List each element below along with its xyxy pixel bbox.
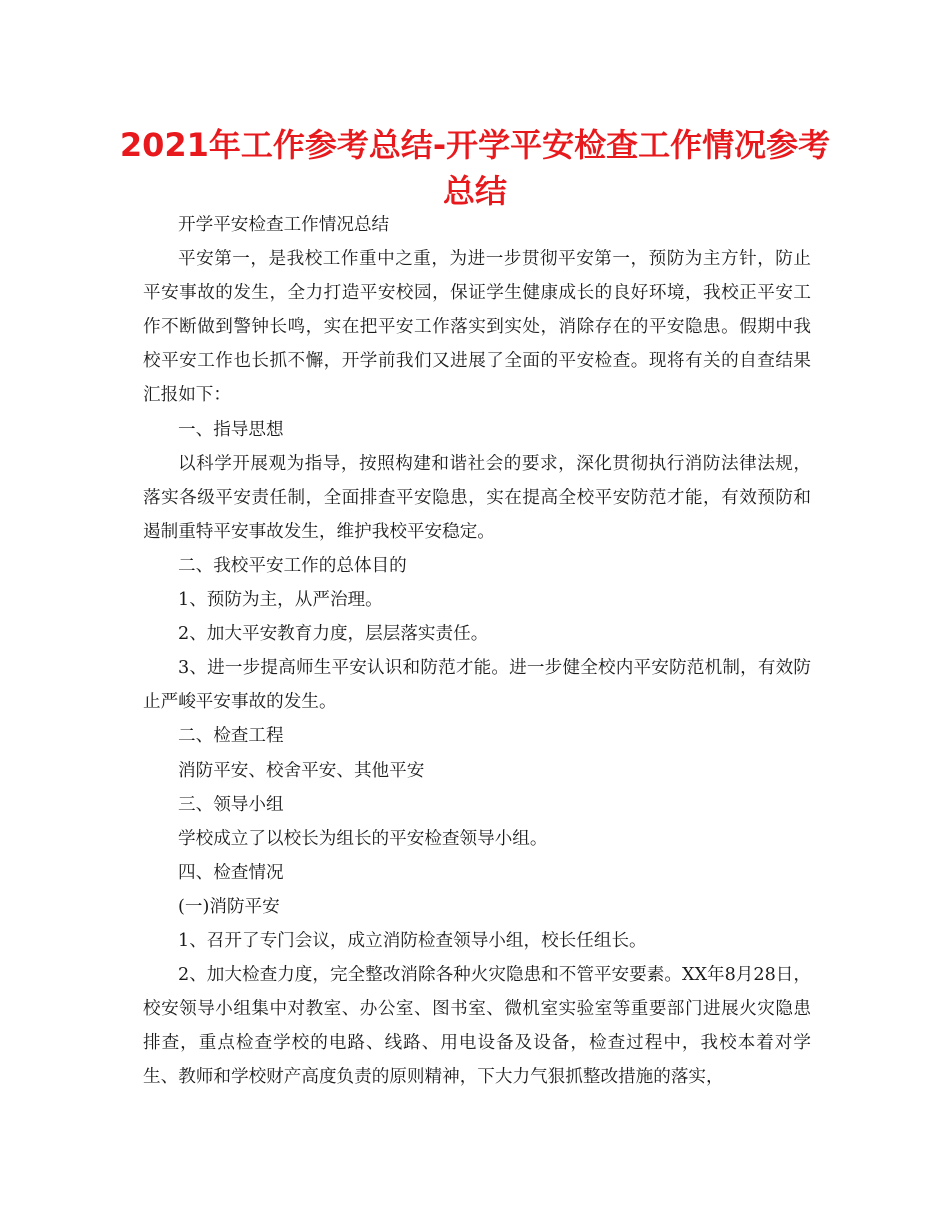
list-item-fire-2: 2、加大检查力度，完全整改消除各种火灾隐患和不管平安要素。XX年8月28日，校安领导小组集中对教室、办公室、图书室、微机室实验室等重要部门进展火灾隐患排查，重点检查学校的电路、线路、用电设备及设备，检查过程中，我校本着对学生、教师和学校财产高度负责的原则精神，下大力气狠抓整改措施的落实， [143, 965, 811, 1088]
heading-overall-goal: 二、我校平安工作的总体目的 [178, 555, 407, 576]
heading-leadership-group: 三、领导小组 [178, 794, 284, 815]
list-item-goal-3: 3、进一步提高师生平安认识和防范才能。进一步健全校内平安防范机制，有效防止严峻平安事故的发生。 [143, 658, 811, 713]
paragraph-subtitle: 开学平安检查工作情况总结 [178, 215, 390, 235]
document-body [143, 208, 811, 1094]
heading-inspection-items: 二、检查工程 [178, 726, 284, 747]
paragraph-leadership-group: 学校成立了以校长为组长的平安检查领导小组。 [178, 828, 548, 849]
list-item-goal-1: 1、预防为主，从严治理。 [178, 590, 383, 611]
paragraph-inspection-items: 消防平安、校舍平安、其他平安 [178, 760, 425, 781]
paragraph-intro: 平安第一，是我校工作重中之重，为进一步贯彻平安第一，预防为主方针，防止平安事故的发生，全力打造平安校园，保证学生健康成长的良好环境，我校正平安工作不断做到警钟长鸣，实在把平安工作落实到实处，消除存在的平安隐患。假期中我校平安工作也长抓不懈，开学前我们又进展了全面的平安检查。现将有关的自查结果汇报如下： [143, 249, 811, 406]
document-title: 2021年工作参考总结-开学平安检查工作情况参考总结 [119, 126, 831, 210]
heading-guiding-thought: 一、指导思想 [178, 419, 284, 440]
heading-inspection-status: 四、检查情况 [178, 862, 284, 883]
list-item-fire-1: 1、召开了专门会议，成立消防检查领导小组，校长任组长。 [178, 930, 647, 951]
paragraph-guiding-thought: 以科学开展观为指导，按照构建和谐社会的要求，深化贯彻执行消防法律法规，落实各级平安责任制，全面排查平安隐患，实在提高全校平安防范才能，有效预防和遏制重特平安事故发生，维护我校平安稳定。 [143, 453, 811, 542]
list-item-goal-2: 2、加大平安教育力度，层层落实责任。 [178, 624, 489, 645]
subheading-fire-safety: (一)消防平安 [178, 896, 280, 917]
